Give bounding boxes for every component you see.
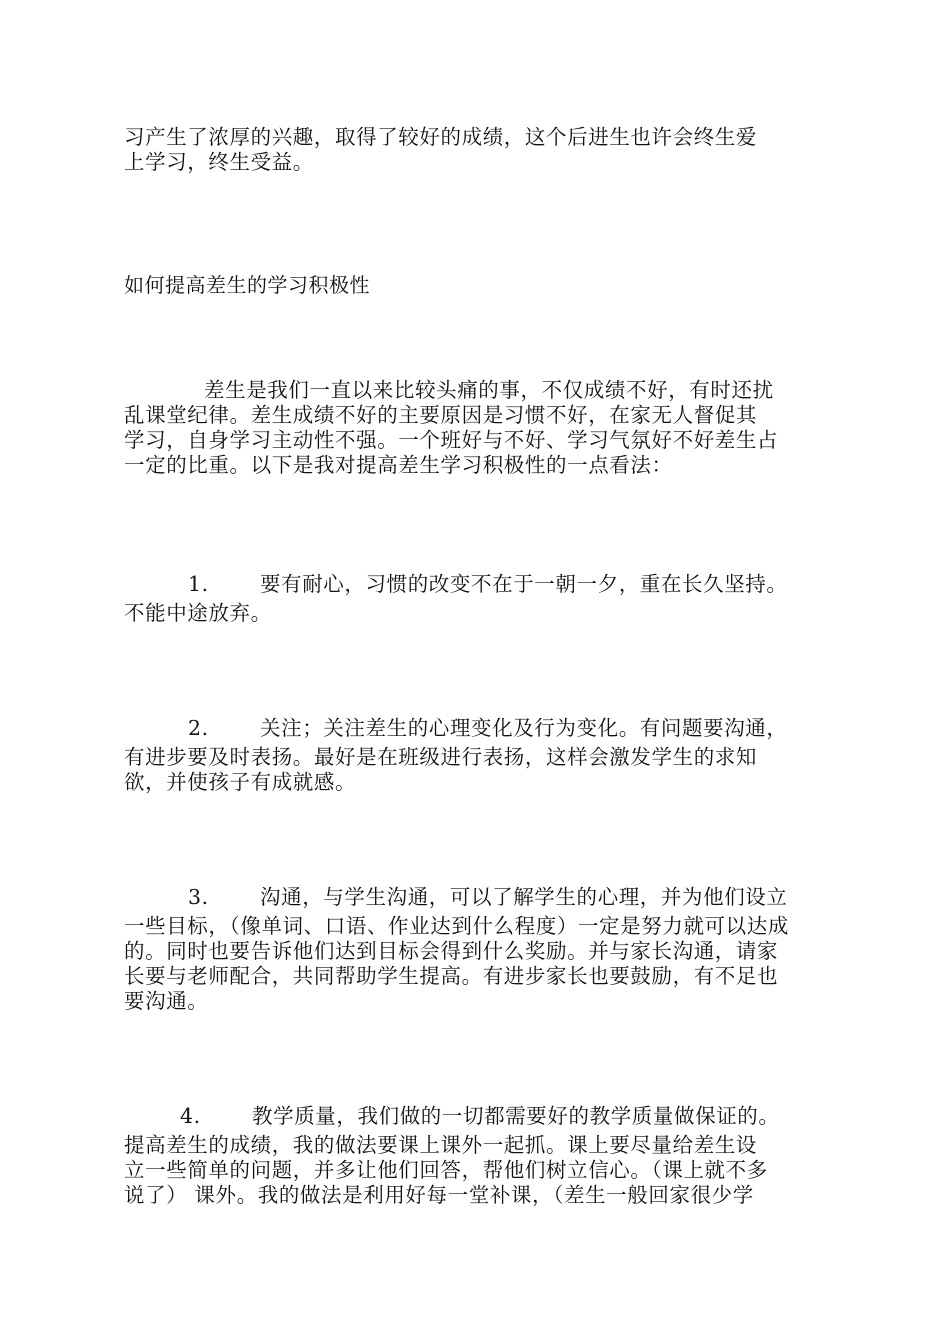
paragraph-line: 学习，自身学习主动性不强。一个班好与不好、学习气氛好不好差生占 [124,428,779,452]
item-text: 沟通，与学生沟通，可以了解学生的心理，并为他们设立 [260,885,788,909]
paragraph-line: 立一些简单的问题，并多让他们回答，帮他们树立信心。（课上就不多 [124,1158,768,1182]
paragraph-line: 上学习，终生受益。 [124,150,314,174]
paragraph-line: 的。同时也要告诉他们达到目标会得到什么奖励。并与家长沟通，请家 [124,939,779,963]
continuation-paragraph [124,125,840,175]
item-text: 教学质量，我们做的一切都需要好的教学质量做保证的。 [252,1104,780,1128]
list-item-4 [124,1104,840,1208]
paragraph-line: 一些目标，（像单词、口语、作业达到什么程度）一定是努力就可以达成 [124,914,789,938]
item-number: 4. [180,1104,201,1128]
intro-paragraph [124,378,840,478]
list-item-1 [124,572,840,626]
paragraph-line: 差生是我们一直以来比较头痛的事，不仅成绩不好，有时还扰 [204,378,774,402]
paragraph-line: 说了） 课外。我的做法是利用好每一堂补课，（差生一般回家很少学 [124,1183,754,1207]
paragraph-line: 不能中途放弃。 [124,601,272,625]
item-text: 要有耐心，习惯的改变不在于一朝一夕，重在长久坚持。 [260,572,788,596]
paragraph-line: 提高差生的成绩，我的做法要课上课外一起抓。课上要尽量给差生设 [124,1133,757,1157]
paragraph-line: 欲，并使孩子有成就感。 [124,770,357,794]
item-text: 关注；关注差生的心理变化及行为变化。有问题要沟通， [260,716,788,740]
item-number: 3. [188,885,209,909]
list-item-2 [124,716,840,795]
paragraph-line: 乱课堂纪律。差生成绩不好的主要原因是习惯不好，在家无人督促其 [124,403,757,427]
item-number: 2. [188,716,209,740]
section-heading: 如何提高差生的学习积极性 [124,273,370,297]
item-number: 1. [188,572,209,596]
paragraph-line: 习产生了浓厚的兴趣，取得了较好的成绩，这个后进生也许会终生爱 [124,125,757,149]
paragraph-line: 长要与老师配合，共同帮助学生提高。有进步家长也要鼓励，有不足也 [124,964,779,988]
paragraph-line: 要沟通。 [124,989,209,1013]
list-item-3 [124,885,840,1014]
paragraph-line: 有进步要及时表扬。最好是在班级进行表扬，这样会激发学生的求知 [124,745,757,769]
paragraph-line: 一定的比重。以下是我对提高差生学习积极性的一点看法： [124,453,673,477]
